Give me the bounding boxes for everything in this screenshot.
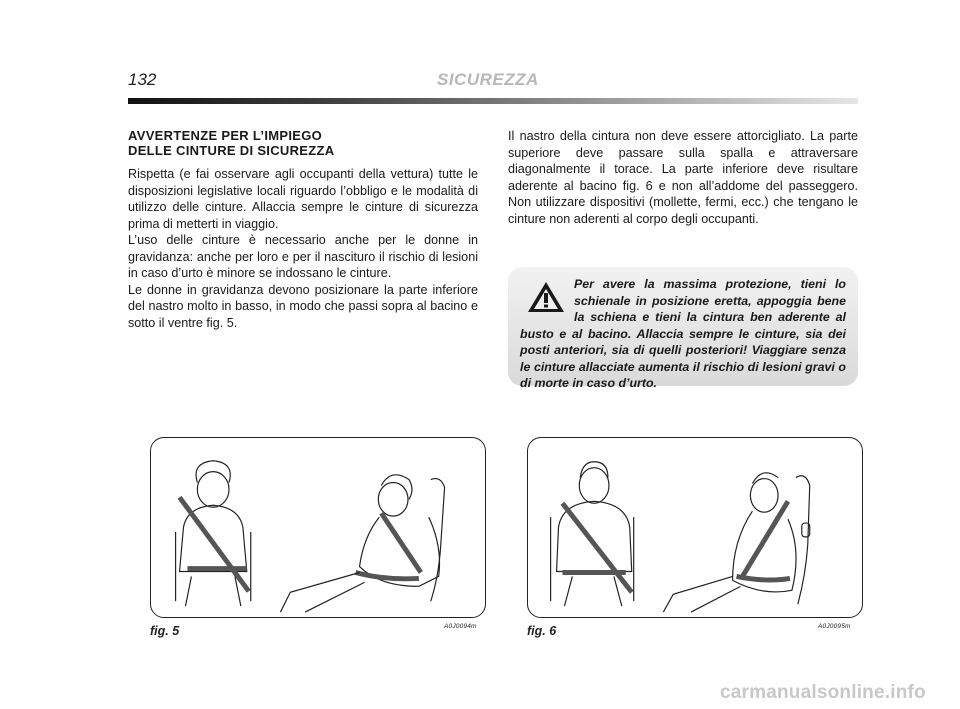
figure-5-illustration <box>150 437 486 618</box>
heading-line-1: AVVERTENZE PER L’IMPIEGO <box>128 128 323 143</box>
header-rule <box>128 98 858 104</box>
heading-line-2: DELLE CINTURE DI SICUREZZA <box>128 143 335 158</box>
left-column <box>128 128 478 331</box>
page-number: 132 <box>128 70 157 89</box>
warning-triangle-icon <box>526 280 566 314</box>
section-title: SICUREZZA <box>437 70 539 89</box>
figure-5-code: A0J0094m <box>444 623 477 630</box>
figure-6-illustration <box>527 437 863 618</box>
paragraph-2: L’uso delle cinture è necessario anche per le donne in gravidanza: anche per loro e per il nascituro il rischio di lesioni in caso d’urto è minore se indossano le cinture. <box>128 233 478 280</box>
warning-text: Per avere la massima protezione, tieni lo schienale in posizione eretta, appoggia bene la schiena e tieni la cintura ben aderente al busto e al bacino. Allaccia sempre le cinture, sia dei posti anteriori, sia di quelli posteriori! Viaggiare senza le cinture allacciate aumenta il rischio di lesioni gravi o di morte in caso d’urto. <box>520 277 846 390</box>
figure-6-code: A0J0095m <box>818 623 851 630</box>
right-column <box>508 128 858 227</box>
figure-5-label: fig. 5 <box>150 624 180 638</box>
warning-box <box>508 267 858 390</box>
right-paragraph-1: Il nastro della cintura non deve essere attorcigliato. La parte superiore deve passare sulla spalla e attraversare diagonalmente il torace. La parte inferiore deve risultare aderente al bacino fig. 6 e non all’addome del passeggero. Non utilizzare dispositivi (mollette, fermi, ecc.) che tengano le cinture non aderenti al corpo degli occupanti. <box>508 129 858 226</box>
figure-6-label: fig. 6 <box>527 624 557 638</box>
section-heading <box>128 128 478 158</box>
paragraph-1: Rispetta (e fai osservare agli occupanti della vettura) tutte le disposizioni legislative locali riguardo l’obbligo e le modalità di utilizzo delle cinture. Allaccia sempre le cinture di sicurezza prima di metterti in viaggio. <box>128 167 478 231</box>
paragraph-3: Le donne in gravidanza devono posizionare la parte inferiore del nastro molto in basso, in modo che passi sopra al bacino e sotto il ventre fig. 5. <box>128 282 478 330</box>
watermark: carmanualsonline.info <box>720 682 926 703</box>
